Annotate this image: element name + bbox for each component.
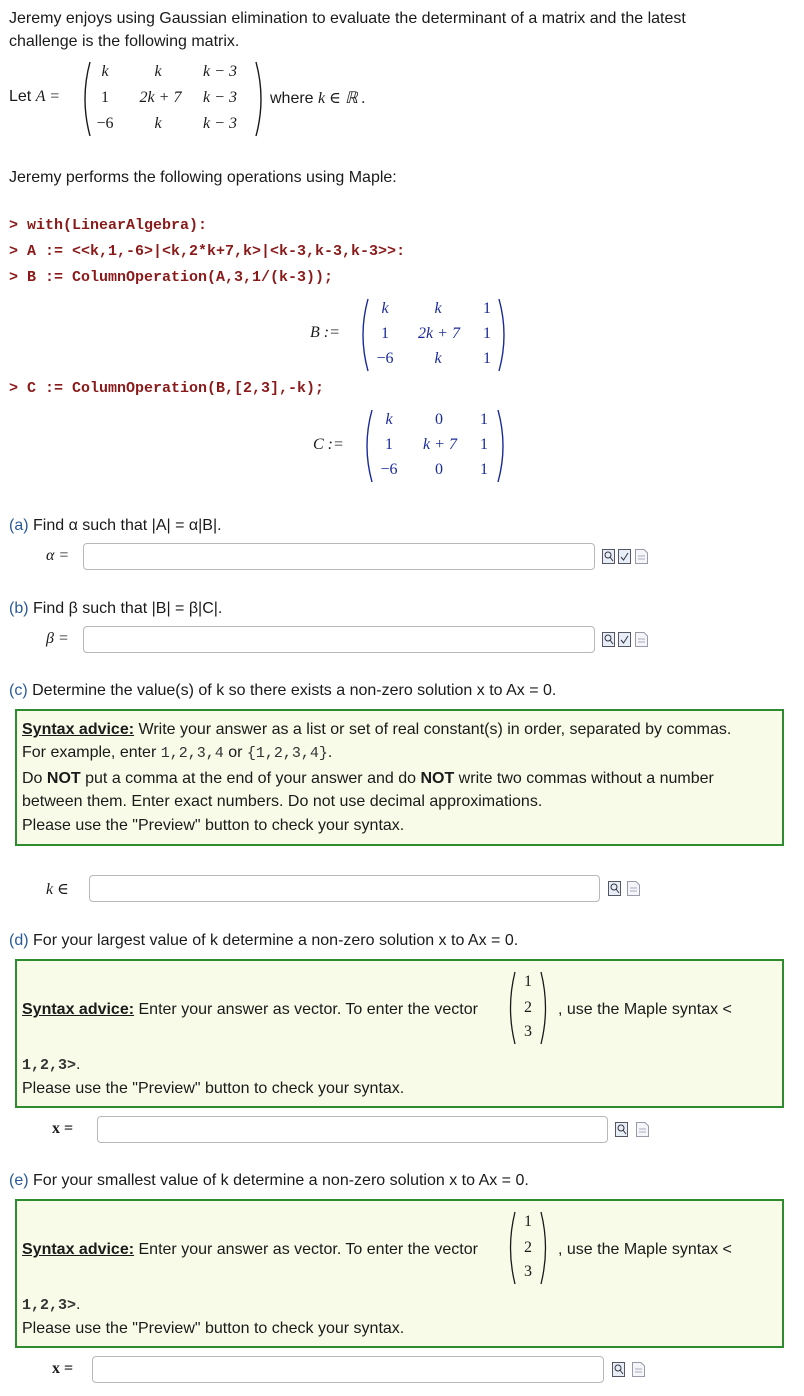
maple-cmd-3: > B := ColumnOperation(A,3,1/(k-3)); [9, 269, 334, 286]
part-b-text: Find β such that |B| = β|C|. [33, 600, 223, 617]
C-label: C := [313, 436, 344, 453]
advice-e-line-1 [22, 1241, 478, 1259]
advice-c-do: Do [22, 770, 47, 787]
advice-e-after: , use the Maple syntax < [558, 1241, 732, 1258]
maple-intro: Jeremy performs the following operations using Maple: [9, 169, 397, 186]
part-d-label: (d) [9, 932, 29, 949]
advice-c-or: or [223, 744, 247, 761]
A-cell-1-0: 1 [101, 89, 109, 106]
example-vector [505, 1209, 551, 1287]
advice-title: Syntax advice: [22, 721, 135, 738]
part-a-label: (a) [9, 517, 29, 534]
part-d-question [9, 932, 518, 950]
document-icon[interactable] [636, 1122, 649, 1137]
C-cell-1-0: 1 [385, 436, 393, 453]
advice-c-line-2 [22, 744, 332, 762]
part-e-text: For your smallest value of k determine a non-zero solution x to Ax = 0. [33, 1172, 529, 1189]
C-cell-0-0: k [385, 411, 393, 428]
B-cell-1-0: 1 [381, 325, 389, 342]
document-icon[interactable] [632, 1362, 645, 1377]
matrix-B [356, 296, 511, 374]
document-icon[interactable] [635, 632, 648, 647]
vector-entry-2: 2 [524, 999, 532, 1016]
where-word: where [270, 90, 314, 107]
advice-d-syntax: 1,2,3> [22, 1057, 77, 1074]
advice-d-text: Enter your answer as vector. To enter the vector [134, 1001, 478, 1018]
intro-line-2: challenge is the following matrix. [9, 33, 240, 50]
beta-input[interactable] [83, 626, 595, 653]
part-a-question [9, 517, 222, 535]
C-cell-1-2: 1 [480, 436, 488, 453]
part-e-label: (e) [9, 1172, 29, 1189]
document-icon[interactable] [635, 549, 648, 564]
advice-d-syntax-line [22, 1056, 80, 1074]
advice-c-line-3 [22, 770, 714, 788]
advice-c-text-3c: write two commas without a number [454, 770, 714, 787]
A-cell-0-1: k [154, 63, 162, 80]
part-c-label: (c) [9, 682, 28, 699]
vector-input-smallest-k[interactable] [92, 1356, 604, 1383]
intro-line-1: Jeremy enjoys using Gaussian elimination to evaluate the determinant of a matrix and the latest [9, 10, 686, 27]
B-cell-1-1: 2k + 7 [418, 325, 460, 342]
B-cell-1-2: 1 [483, 325, 491, 342]
C-cell-1-1: k + 7 [423, 436, 457, 453]
B-cell-0-2: 1 [483, 300, 491, 317]
advice-title: Syntax advice: [22, 1001, 135, 1018]
B-cell-2-0: −6 [376, 350, 394, 367]
A-cell-0-2: k − 3 [203, 63, 237, 80]
advice-c-not-2: NOT [420, 770, 455, 787]
A-cell-0-0: k [101, 63, 109, 80]
part-c-question [9, 682, 556, 700]
C-cell-0-1: 0 [435, 411, 443, 428]
part-a-text: Find α such that |A| = α|B|. [33, 517, 222, 534]
advice-c-period: . [327, 744, 333, 761]
advice-e-syntax: 1,2,3> [22, 1297, 77, 1314]
vector-entry-2: 2 [524, 1239, 532, 1256]
preview-icon[interactable] [615, 1122, 628, 1137]
advice-title: Syntax advice: [22, 1241, 135, 1258]
B-cell-2-2: 1 [483, 350, 491, 367]
part-e-question [9, 1172, 529, 1190]
syntax-advice-c [15, 709, 784, 846]
preview-icon[interactable] [602, 632, 615, 647]
maple-cmd-2: > A := <<k,1,-6>|<k,2*k+7,k>|<k-3,k-3,k-3>>: [9, 243, 406, 260]
k-values-input[interactable] [89, 875, 600, 902]
let-word: Let [9, 88, 32, 105]
B-cell-0-1: k [434, 300, 442, 317]
matrix-A [78, 58, 268, 140]
k-in-var: k ∈ [46, 881, 69, 898]
C-cell-2-2: 1 [480, 461, 488, 478]
advice-c-line-1 [22, 721, 731, 739]
k-in-R: k ∈ ℝ . [318, 90, 366, 107]
C-cell-2-0: −6 [380, 461, 398, 478]
advice-e-text: Enter your answer as vector. To enter the vector [134, 1241, 478, 1258]
advice-d-line-1 [22, 1001, 478, 1019]
B-label: B := [310, 324, 340, 341]
A-cell-1-2: k − 3 [203, 89, 237, 106]
A-equals: A = [35, 88, 60, 105]
advice-d-dot: . [76, 1056, 81, 1073]
advice-c-text-3b: put a comma at the end of your answer and do [80, 770, 421, 787]
vector-input-largest-k[interactable] [97, 1116, 608, 1143]
beta-var: β = [46, 630, 69, 647]
B-cell-2-1: k [434, 350, 442, 367]
advice-d-after: , use the Maple syntax < [558, 1001, 732, 1018]
advice-c-example-2: {1,2,3,4} [246, 745, 328, 762]
where-text [270, 88, 366, 108]
B-cell-0-0: k [381, 300, 389, 317]
part-d-text: For your largest value of k determine a non-zero solution x to Ax = 0. [33, 932, 519, 949]
advice-c-not-1: NOT [46, 770, 81, 787]
advice-c-example-lead: For example, enter [22, 744, 161, 761]
advice-c-example-1: 1,2,3,4 [160, 745, 224, 762]
example-vector [505, 969, 551, 1047]
A-cell-1-1: 2k + 7 [139, 89, 182, 106]
C-cell-0-2: 1 [480, 411, 488, 428]
part-b-question [9, 600, 222, 618]
document-icon[interactable] [627, 881, 640, 896]
alpha-input[interactable] [83, 543, 595, 570]
advice-c-line-5: Please use the "Preview" button to check your syntax. [22, 817, 405, 834]
advice-c-line-4: between them. Enter exact numbers. Do not use decimal approximations. [22, 793, 543, 810]
matrix-C [360, 407, 510, 485]
let-text [9, 88, 60, 106]
vector-entry-3: 3 [524, 1263, 532, 1280]
part-c-text: Determine the value(s) of k so there exists a non-zero solution x to Ax = 0. [32, 682, 557, 699]
vector-entry-3: 3 [524, 1023, 532, 1040]
advice-e-syntax-line [22, 1296, 80, 1314]
vector-entry-1: 1 [524, 1213, 532, 1230]
vector-entry-1: 1 [524, 973, 532, 990]
maple-cmd-1: > with(LinearAlgebra): [9, 217, 208, 234]
preview-icon[interactable] [612, 1362, 625, 1377]
advice-c-text-1: Write your answer as a list or set of real constant(s) in order, separated by commas. [134, 721, 732, 738]
alpha-var: α = [46, 547, 70, 564]
A-cell-2-1: k [154, 115, 162, 132]
preview-icon[interactable] [608, 881, 621, 896]
A-cell-2-2: k − 3 [203, 115, 237, 132]
x-var-e: x = [52, 1360, 74, 1377]
C-cell-2-1: 0 [435, 461, 443, 478]
check-icon[interactable] [618, 549, 631, 564]
maple-cmd-4: > C := ColumnOperation(B,[2,3],-k); [9, 380, 325, 397]
preview-icon[interactable] [602, 549, 615, 564]
advice-d-preview: Please use the "Preview" button to check your syntax. [22, 1080, 405, 1097]
check-icon[interactable] [618, 632, 631, 647]
syntax-advice-d [15, 959, 784, 1108]
advice-e-dot: . [76, 1296, 81, 1313]
advice-e-preview: Please use the "Preview" button to check your syntax. [22, 1320, 405, 1337]
A-cell-2-0: −6 [96, 115, 114, 132]
part-b-label: (b) [9, 600, 29, 617]
syntax-advice-e [15, 1199, 784, 1348]
x-var-d: x = [52, 1120, 74, 1137]
